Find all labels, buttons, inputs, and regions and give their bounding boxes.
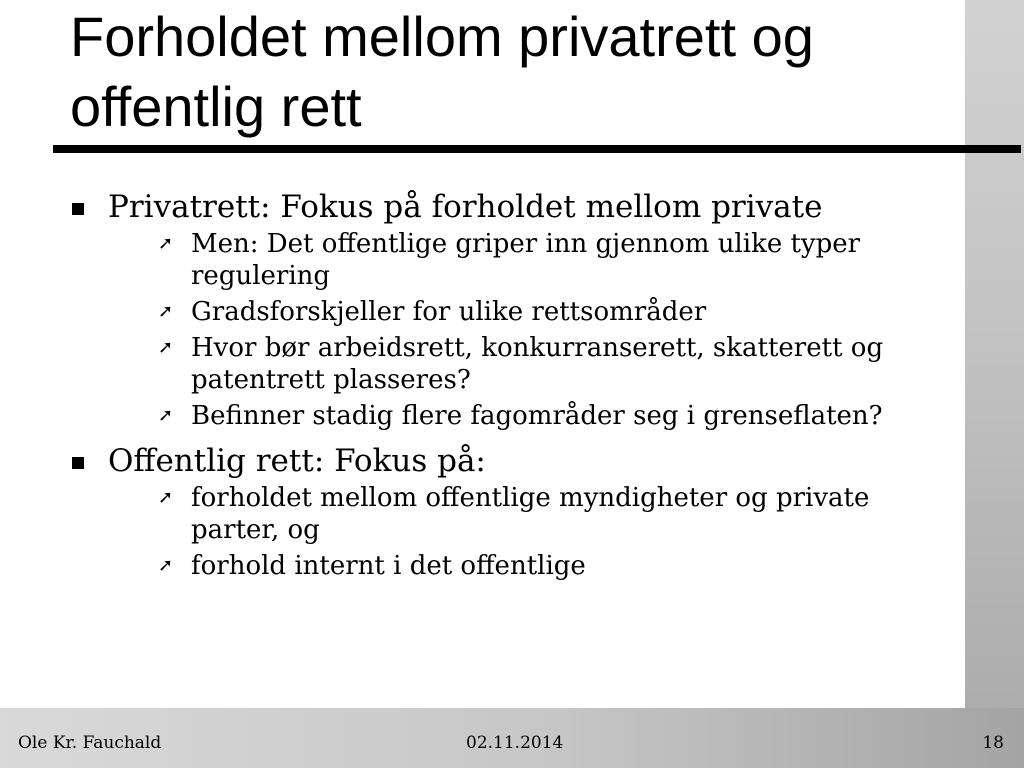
sub-bullet-list: [108, 228, 950, 432]
footer-author: Ole Kr. Fauchald: [18, 733, 162, 753]
sub-bullet-list: [108, 482, 950, 582]
bullet-privatrett: [70, 188, 950, 432]
sub-bullet-text: Befinner stadig flere fagområder seg i grenseflaten?: [191, 401, 883, 431]
sub-bullet: [108, 400, 950, 432]
sub-bullet-text: Hvor bør arbeidsrett, konkurranserett, skatterett og patentrett plasseres?: [191, 333, 884, 395]
square-bullet-icon: [72, 203, 84, 215]
slide-body: [70, 188, 950, 592]
sub-bullet: [108, 482, 950, 546]
slide-title: Forholdet mellom privatrett og offentlig rett: [70, 5, 814, 138]
sub-bullet-text: Gradsforskjeller for ulike rettsområder: [191, 297, 707, 327]
bullet-text: Offentlig rett: Fokus på:: [108, 443, 486, 479]
arrow-up-right-icon: ➚: [158, 337, 174, 358]
sub-bullet: [108, 296, 950, 328]
sub-bullet-text: forhold internt i det offentlige: [191, 551, 586, 581]
arrow-up-right-icon: ➚: [158, 301, 174, 322]
sub-bullet-text: forholdet mellom offentlige myndigheter og private parter, og: [191, 483, 870, 545]
arrow-up-right-icon: ➚: [158, 555, 174, 576]
sub-bullet: [108, 550, 950, 582]
arrow-up-right-icon: ➚: [158, 233, 174, 254]
bullet-list: [70, 188, 950, 582]
sub-bullet-text: Men: Det offentlige griper inn gjennom ulike typer regulering: [191, 229, 861, 291]
sub-bullet: [108, 332, 950, 396]
arrow-up-right-icon: ➚: [158, 405, 174, 426]
bullet-text: Privatrett: Fokus på forholdet mellom private: [108, 189, 823, 225]
footer-date: 02.11.2014: [466, 733, 564, 753]
title-underline: [53, 145, 1021, 153]
sub-bullet: [108, 228, 950, 292]
right-decor-band: [965, 0, 1024, 768]
arrow-up-right-icon: ➚: [158, 487, 174, 508]
square-bullet-icon: [72, 457, 84, 469]
bullet-offentlig-rett: [70, 442, 950, 582]
footer-page-number: 18: [982, 733, 1004, 753]
